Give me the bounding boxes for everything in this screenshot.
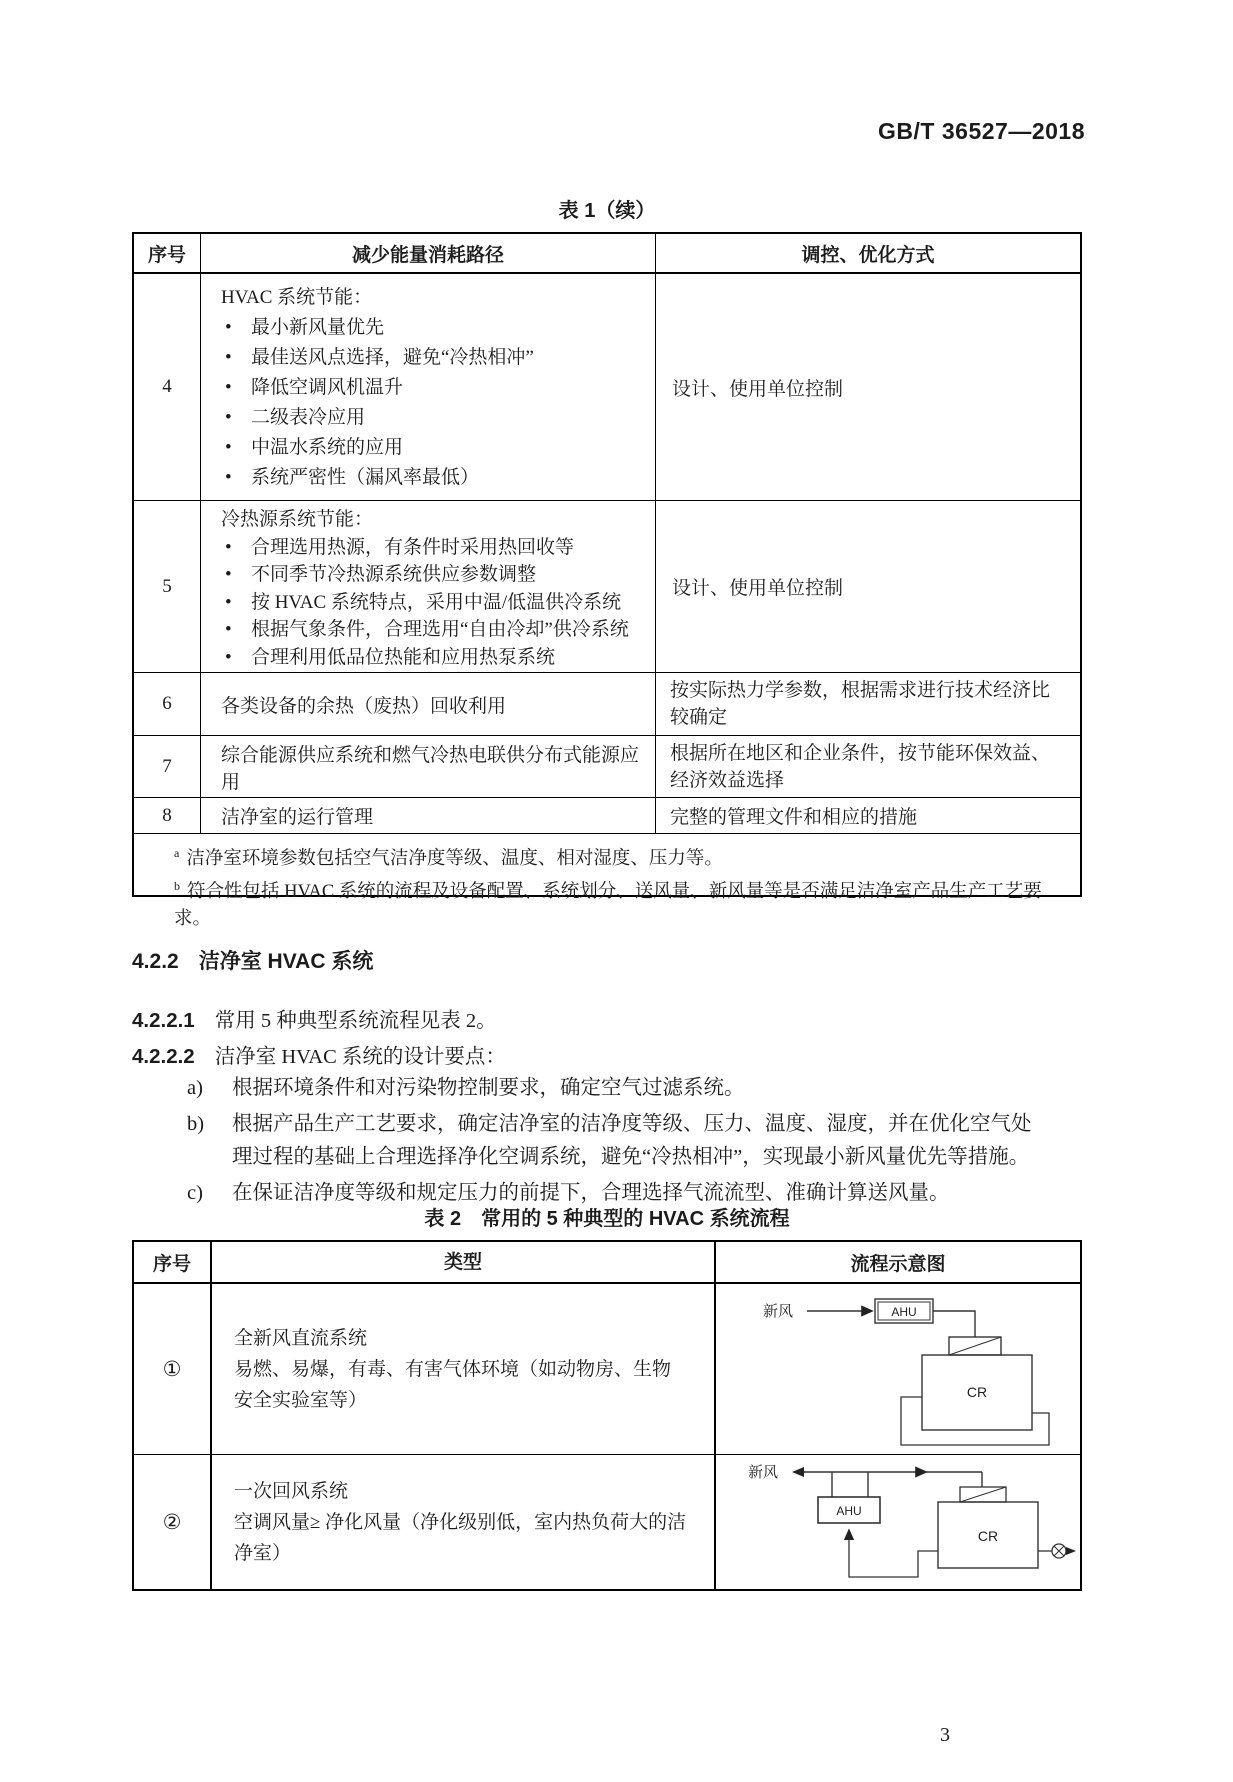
item-b-text: 根据产品生产工艺要求，确定洁净室的洁净度等级、压力、温度、湿度，并在优化空气处理过程的基础上合理选择净化空调系统，避免“冷热相冲”，实现最小新风量优先等措施。 bbox=[232, 1113, 1032, 1168]
list-item-a bbox=[132, 1072, 1044, 1105]
table1-title: 表 1（续） bbox=[558, 200, 656, 222]
table2-header-row bbox=[134, 1242, 1080, 1282]
row4-no: 4 bbox=[162, 376, 172, 397]
row5-control: 设计、使用单位控制 bbox=[655, 501, 1080, 672]
arrow-left-icon bbox=[792, 1467, 804, 1477]
table1-header-row bbox=[134, 234, 1080, 272]
bullet-icon: • bbox=[225, 564, 232, 585]
t2row2-diagram bbox=[714, 1455, 1080, 1589]
table-row bbox=[134, 1454, 1080, 1589]
bullet-text: 降低空调风机温升 bbox=[251, 377, 404, 398]
document-code: GB/T 36527—2018 bbox=[878, 118, 1085, 144]
clause-4221-number: 4.2.2.1 bbox=[132, 1009, 195, 1032]
row6-control bbox=[655, 673, 1080, 735]
row6-path: 各类设备的余热（废热）回收利用 bbox=[200, 673, 655, 735]
clause-4222-number: 4.2.2.2 bbox=[132, 1045, 195, 1068]
arrow-right-icon bbox=[1066, 1547, 1076, 1555]
section-heading-number: 4.2.2 bbox=[132, 950, 179, 973]
list-item bbox=[221, 403, 649, 433]
item-c-text: 在保证洁净度等级和规定压力的前提下，合理选择气流流型、准确计算送风量。 bbox=[232, 1182, 950, 1204]
row8-no: 8 bbox=[162, 804, 172, 826]
fresh-air-label: 新风 bbox=[763, 1303, 794, 1320]
row6-control-text: 按实际热力学参数，根据需求进行技术经济比较确定 bbox=[670, 680, 1051, 728]
design-point-list bbox=[132, 1072, 1044, 1213]
table1-col-ctrl: 调控、优化方式 bbox=[655, 234, 1080, 272]
bullet-icon: • bbox=[225, 619, 232, 640]
table-row bbox=[134, 272, 1080, 500]
footnote-block bbox=[134, 834, 1080, 930]
bullet-text: 最小新风量优先 bbox=[251, 317, 385, 338]
row5-path-title: 冷热源系统节能： bbox=[221, 509, 374, 530]
table-row bbox=[134, 1282, 1080, 1454]
list-item bbox=[221, 463, 649, 493]
table1-col-no: 序号 bbox=[147, 244, 186, 266]
page-number: 3 bbox=[940, 1724, 950, 1746]
footnote-a-text: 洁净室环境参数包括空气洁净度等级、温度、相对湿度、压力等。 bbox=[186, 849, 723, 870]
bullet-text: 最佳送风点选择，避免“冷热相冲” bbox=[251, 347, 534, 368]
item-c-label: c) bbox=[187, 1182, 203, 1204]
fresh-air-label: 新风 bbox=[748, 1464, 779, 1481]
t2row2-type bbox=[210, 1455, 714, 1589]
row4-control: 设计、使用单位控制 bbox=[655, 274, 1080, 500]
t2row1-no: ① bbox=[162, 1356, 182, 1381]
table2 bbox=[132, 1240, 1082, 1591]
list-item-b bbox=[132, 1108, 1044, 1174]
section-heading-text: 洁净室 HVAC 系统 bbox=[198, 950, 374, 973]
table2-col-type: 类型 bbox=[210, 1242, 714, 1282]
t2row2-type-title: 一次回风系统 bbox=[234, 1480, 349, 1502]
table1-footnotes bbox=[134, 833, 1080, 930]
t2row2-type-desc: 空调风量≥ 净化风量（净化级别低，室内热负荷大的洁净室） bbox=[234, 1511, 687, 1564]
bullet-text: 合理利用低品位热能和应用热泵系统 bbox=[251, 646, 556, 668]
bullet-icon: • bbox=[225, 591, 232, 613]
list-item bbox=[221, 616, 649, 644]
table-row bbox=[134, 500, 1080, 672]
bullet-text: 系统严密性（漏风率最低） bbox=[251, 467, 480, 488]
bullet-icon: • bbox=[225, 377, 232, 398]
list-item bbox=[221, 644, 649, 672]
footnote-b-text: 符合性包括 HVAC 系统的流程及设备配置、系统划分、送风量、新风量等是否满足洁净室产品生产工艺要求。 bbox=[174, 882, 1042, 930]
footnote-a bbox=[174, 840, 1062, 873]
t2row2-no: ② bbox=[162, 1509, 182, 1534]
t2row1-type-desc: 易燃、易爆，有毒、有害气体环境（如动物房、生物安全实验室等） bbox=[234, 1358, 672, 1411]
row7-control-text: 根据所在地区和企业条件，按节能环保效益、经济效益选择 bbox=[670, 743, 1051, 791]
footnote-b-marker: b bbox=[174, 879, 180, 894]
bullet-text: 二级表冷应用 bbox=[251, 407, 366, 428]
row5-path bbox=[200, 501, 655, 672]
table1-col-path: 减少能量消耗路径 bbox=[200, 234, 655, 272]
primary-return-air-system-diagram bbox=[720, 1451, 1076, 1593]
row8-path: 洁净室的运行管理 bbox=[200, 798, 655, 833]
bullet-text: 按 HVAC 系统特点，采用中温/低温供冷系统 bbox=[251, 591, 622, 613]
table-row bbox=[134, 797, 1080, 833]
row8-control: 完整的管理文件和相应的措施 bbox=[655, 798, 1080, 833]
item-a-label: a) bbox=[187, 1077, 203, 1099]
t2row1-type-title: 全新风直流系统 bbox=[234, 1327, 368, 1349]
bullet-icon: • bbox=[225, 437, 232, 458]
bullet-text: 中温水系统的应用 bbox=[251, 437, 404, 458]
list-item bbox=[221, 433, 649, 463]
bullet-icon: • bbox=[225, 317, 232, 338]
once-through-system-diagram bbox=[723, 1285, 1073, 1453]
list-item bbox=[221, 589, 649, 617]
bullet-icon: • bbox=[225, 347, 232, 368]
table-row bbox=[134, 672, 1080, 735]
row4-path bbox=[200, 274, 655, 500]
item-a-text: 根据环境条件和对污染物控制要求，确定空气过滤系统。 bbox=[232, 1077, 745, 1099]
table1 bbox=[132, 232, 1082, 930]
list-item bbox=[221, 561, 649, 589]
clause-4221 bbox=[132, 1003, 1042, 1033]
section-heading bbox=[132, 945, 373, 975]
ahu-label: AHU bbox=[891, 1305, 917, 1319]
t2row1-diagram bbox=[714, 1284, 1080, 1454]
clause-4222-text: 洁净室 HVAC 系统的设计要点： bbox=[214, 1046, 506, 1068]
bullet-text: 根据气象条件，合理选用“自由冷却”供冷系统 bbox=[251, 619, 629, 640]
item-b-label: b) bbox=[187, 1113, 205, 1135]
list-item bbox=[221, 373, 649, 403]
list-item bbox=[221, 343, 649, 373]
t2row1-type bbox=[210, 1284, 714, 1454]
row7-no: 7 bbox=[162, 755, 172, 777]
row6-no: 6 bbox=[162, 693, 172, 714]
footnote-b bbox=[174, 873, 1062, 933]
ahu-label: AHU bbox=[836, 1504, 862, 1518]
bullet-icon: • bbox=[225, 407, 232, 428]
table2-title: 表 2 常用的 5 种典型的 HVAC 系统流程 bbox=[424, 1208, 790, 1230]
bullet-text: 合理选用热源，有条件时采用热回收等 bbox=[251, 536, 575, 558]
bullet-text: 不同季节冷热源系统供应参数调整 bbox=[251, 564, 537, 585]
cleanroom-label: CR bbox=[977, 1528, 999, 1544]
list-item bbox=[221, 534, 649, 562]
row4-path-title: HVAC 系统节能： bbox=[221, 287, 373, 308]
clause-4221-text: 常用 5 种典型系统流程见表 2。 bbox=[214, 1010, 497, 1032]
cleanroom-label: CR bbox=[966, 1384, 988, 1400]
clause-4222 bbox=[132, 1039, 1042, 1069]
table2-col-diagram: 流程示意图 bbox=[714, 1242, 1080, 1282]
footnote-a-marker: a bbox=[174, 846, 180, 860]
bullet-icon: • bbox=[225, 467, 232, 488]
row7-control bbox=[655, 736, 1080, 797]
list-item bbox=[221, 313, 649, 343]
table2-col-no: 序号 bbox=[152, 1253, 191, 1275]
row5-no: 5 bbox=[162, 575, 172, 597]
bullet-icon: • bbox=[225, 536, 232, 558]
bullet-icon: • bbox=[225, 646, 232, 668]
row7-path: 综合能源供应系统和燃气冷热电联供分布式能源应用 bbox=[200, 736, 655, 797]
table-row bbox=[134, 735, 1080, 797]
